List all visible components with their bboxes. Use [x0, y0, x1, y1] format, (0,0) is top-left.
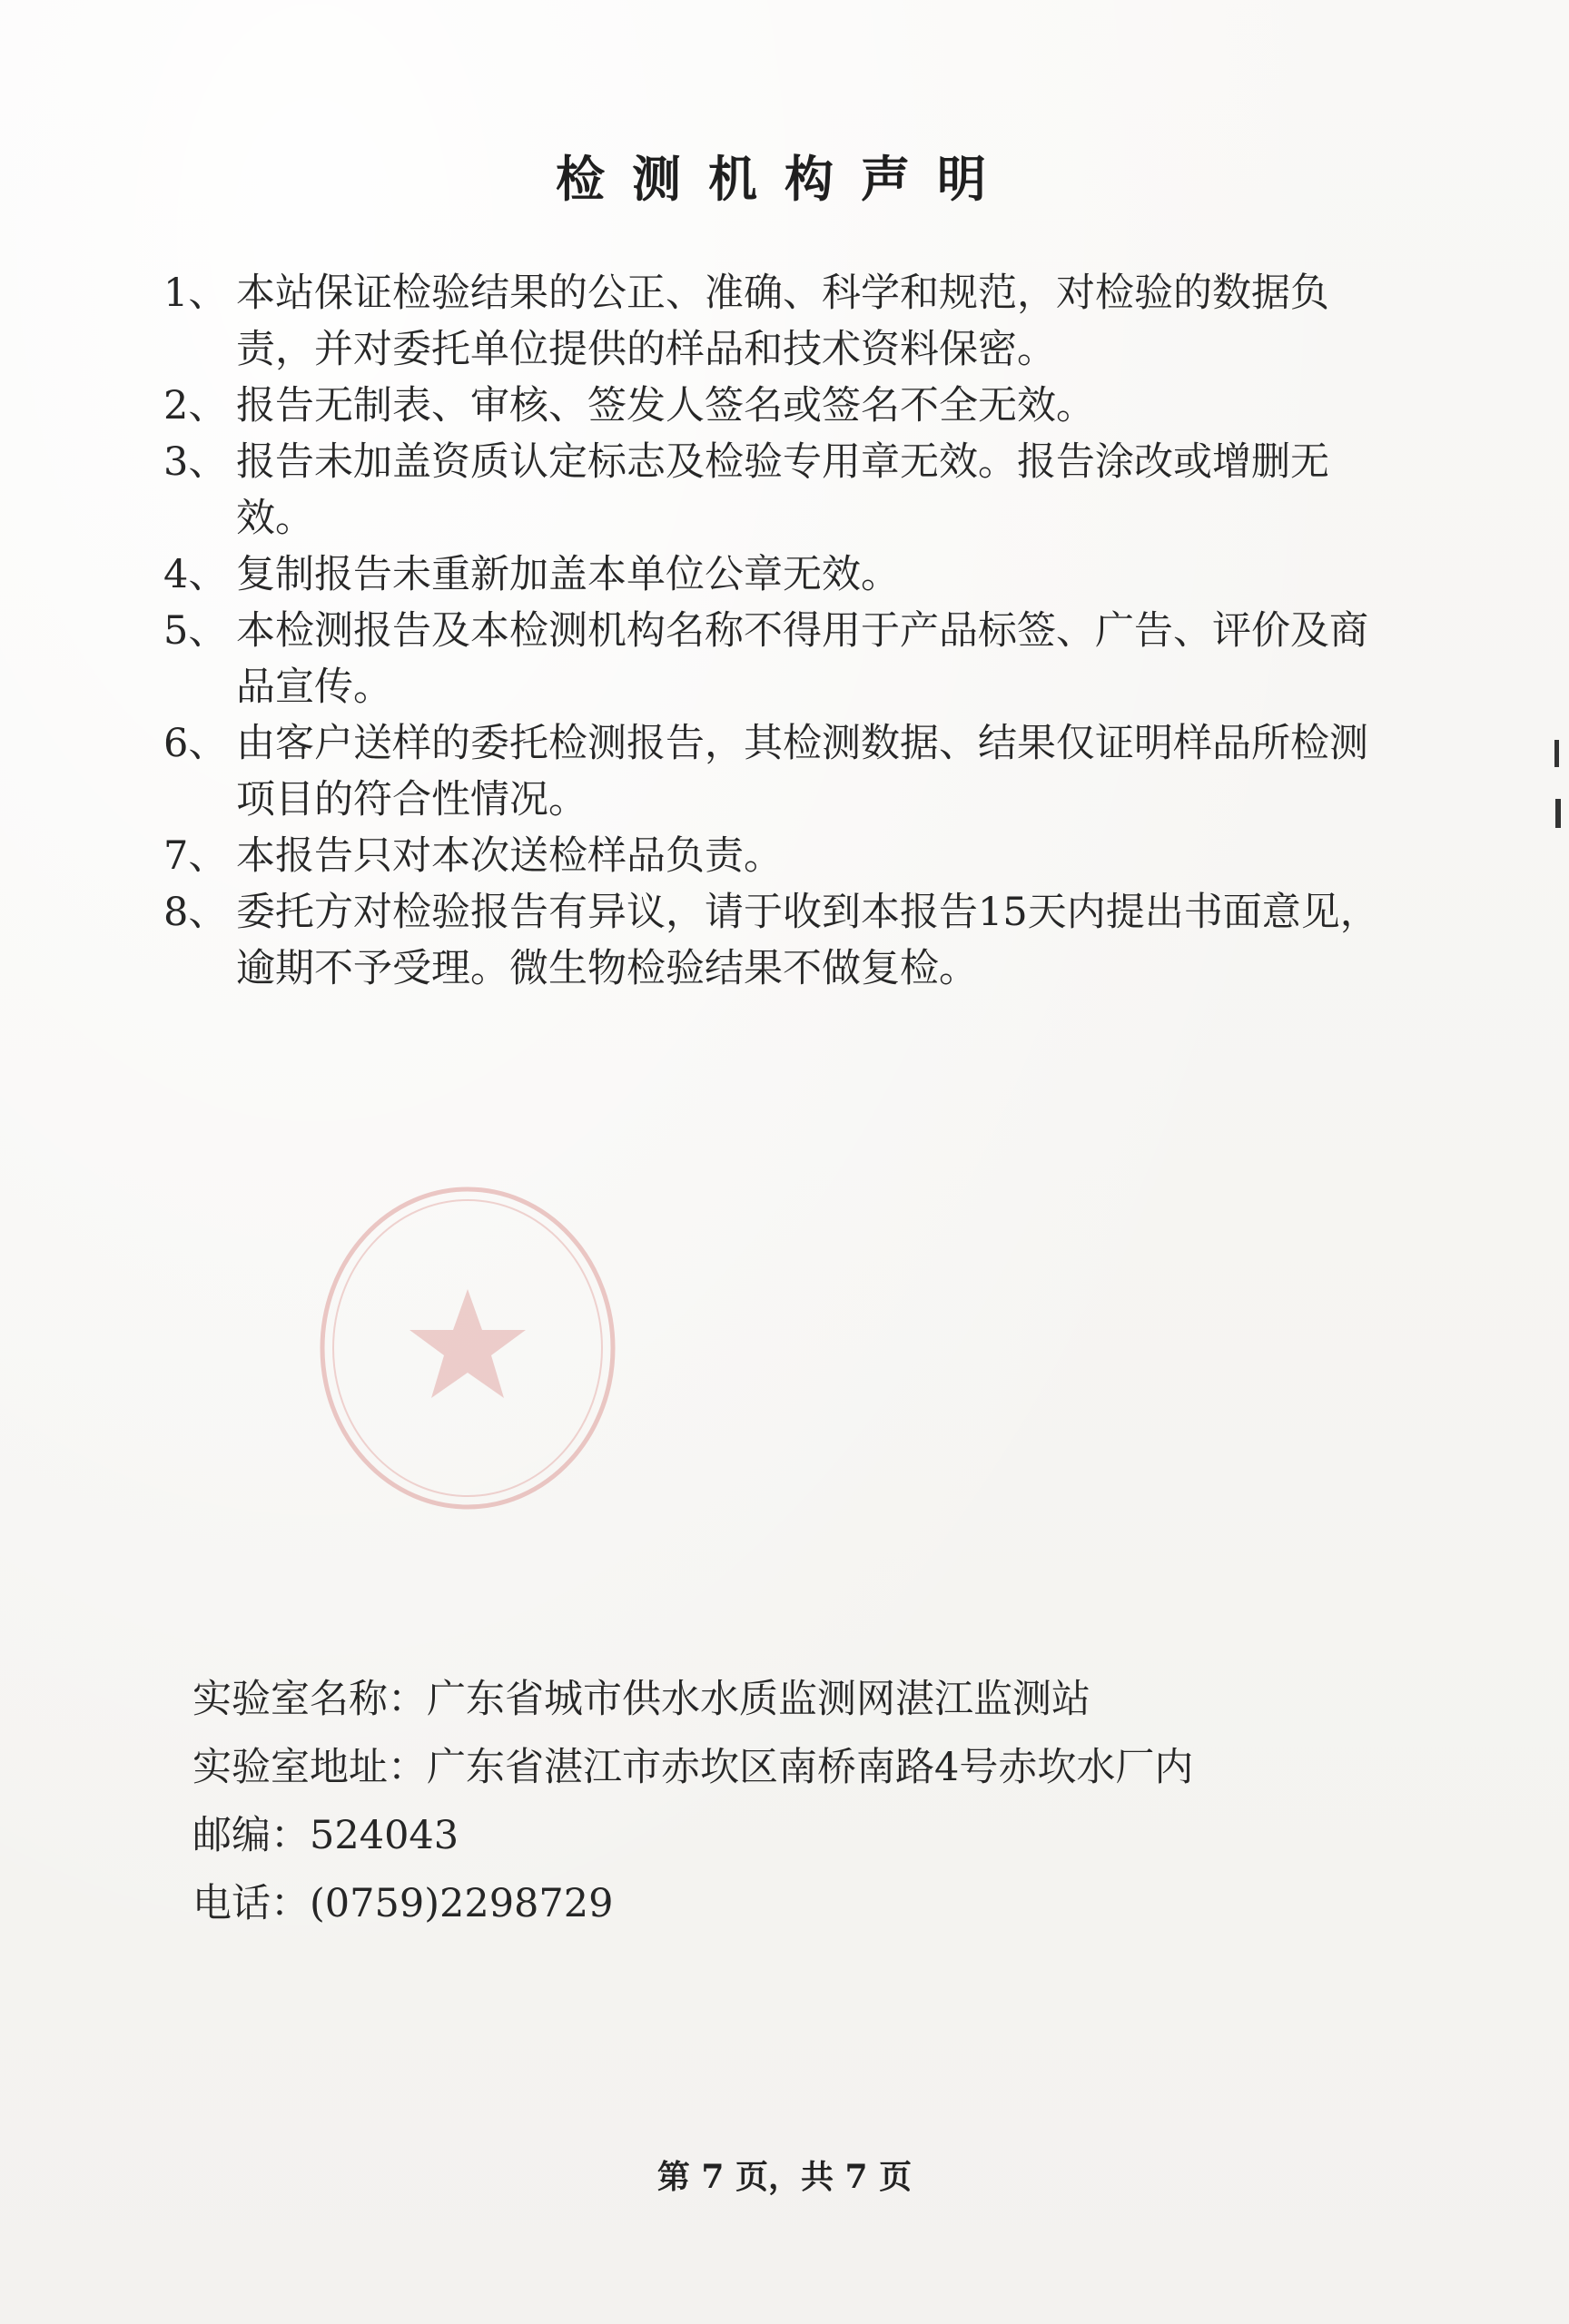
lab-postcode-value: 524043: [310, 1813, 459, 1858]
clause-number: 3、: [163, 439, 228, 485]
clause-item: [163, 434, 1380, 547]
clause-item: [163, 828, 1380, 884]
clause-number: 4、: [163, 552, 228, 597]
clause-number: 1、: [163, 271, 228, 316]
official-seal-stamp: [313, 1180, 622, 1516]
lab-address-label: 实验室地址：: [192, 1745, 427, 1790]
clause-item: [163, 715, 1380, 828]
edge-mark: [1555, 799, 1561, 828]
lab-name-row: [192, 1666, 1193, 1734]
clause-number: 2、: [163, 383, 228, 428]
lab-address-value: 广东省湛江市赤坎区南桥南路4号赤坎水厂内: [427, 1745, 1194, 1790]
clause-text: 由客户送样的委托检测报告，其检测数据、结果仅证明样品所检测项目的符合性情况。: [236, 721, 1368, 822]
clause-item: [163, 547, 1380, 603]
lab-postcode-label: 邮编：: [192, 1813, 310, 1858]
clause-text: 复制报告未重新加盖本单位公章无效。: [236, 552, 900, 597]
lab-info-block: [192, 1666, 1193, 1938]
clause-text: 报告未加盖资质认定标志及检验专用章无效。报告涂改或增删无效。: [236, 439, 1329, 541]
lab-phone-label: 电话：: [192, 1881, 310, 1926]
clause-item: [163, 884, 1380, 997]
clause-text: 本站保证检验结果的公正、准确、科学和规范，对检验的数据负责，并对委托单位提供的样品和技术资料保密。: [236, 271, 1329, 372]
clause-item: [163, 265, 1380, 378]
clause-number: 6、: [163, 721, 228, 766]
clause-text: 本报告只对本次送检样品负责。: [236, 833, 783, 879]
lab-phone-value: (0759)2298729: [310, 1881, 614, 1926]
clause-number: 8、: [163, 890, 228, 935]
clause-item: [163, 603, 1380, 715]
edge-mark: [1554, 740, 1559, 767]
page-title: 检测机构声明: [556, 150, 1013, 208]
clause-number: 5、: [163, 608, 228, 654]
lab-phone-row: [192, 1870, 1193, 1938]
clause-item: [163, 378, 1380, 434]
lab-name-label: 实验室名称：: [192, 1677, 427, 1722]
page-number-footer: 第 7 页，共 7 页: [656, 2158, 913, 2196]
lab-name-value: 广东省城市供水水质监测网湛江监测站: [427, 1677, 1090, 1722]
lab-postcode-row: [192, 1802, 1193, 1870]
clause-text: 报告无制表、审核、签发人签名或签名不全无效。: [236, 383, 1095, 428]
clause-text: 本检测报告及本检测机构名称不得用于产品标签、广告、评价及商品宣传。: [236, 608, 1368, 710]
lab-address-row: [192, 1734, 1193, 1802]
clause-list: [163, 265, 1380, 997]
clause-number: 7、: [163, 833, 228, 879]
clause-text: 委托方对检验报告有异议，请于收到本报告15天内提出书面意见，逾期不予受理。微生物检验结果不做复检。: [236, 890, 1379, 991]
